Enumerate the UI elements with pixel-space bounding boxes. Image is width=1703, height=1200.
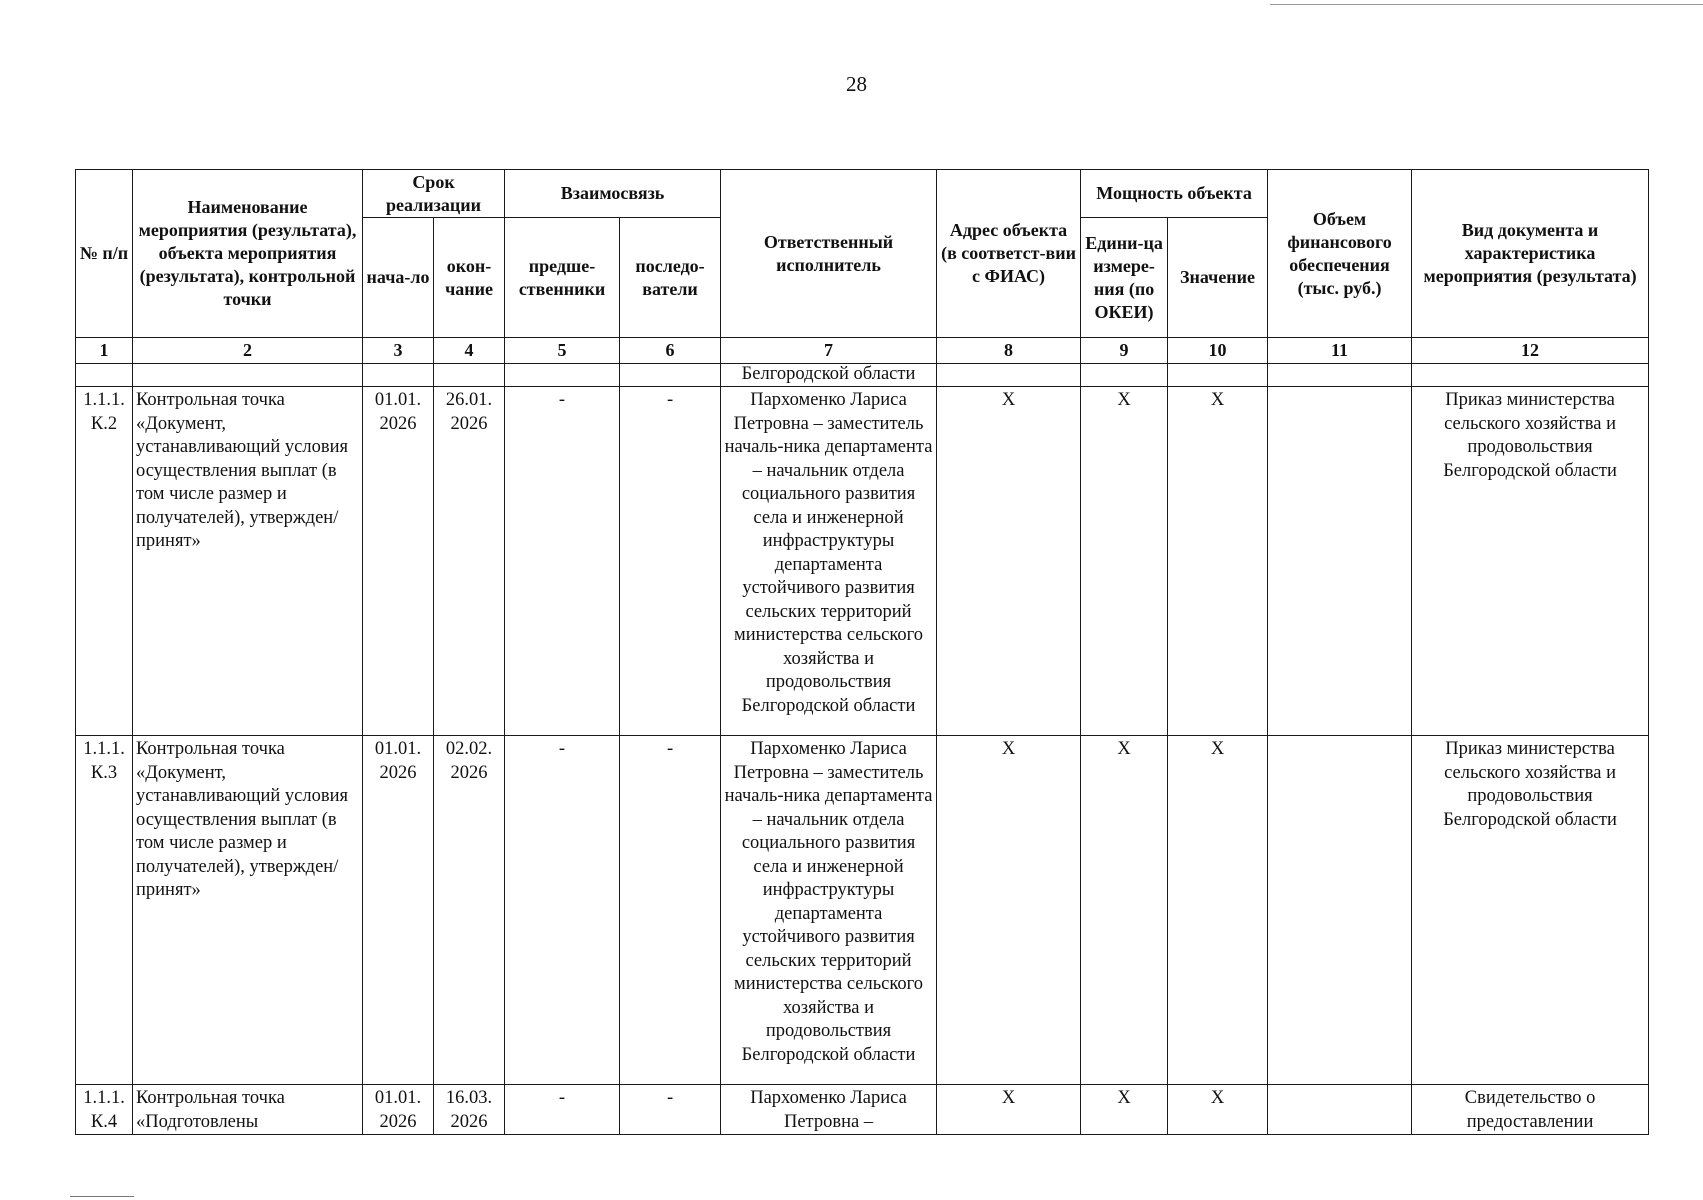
header-responsible: Ответственный исполнитель: [721, 170, 937, 338]
column-number: 6: [620, 338, 721, 364]
row-predecessors: -: [505, 387, 620, 736]
row-unit: X: [1081, 387, 1168, 736]
row-document: Свидетельство о предоставлении: [1412, 1085, 1649, 1135]
responsible-continuation: Белгородской области: [721, 364, 937, 387]
row-value: X: [1168, 736, 1268, 1085]
column-number: 3: [363, 338, 434, 364]
plan-table: [75, 169, 1649, 1135]
row-start-date: 01.01. 2026: [363, 1085, 434, 1135]
header-term-end: окон-чание: [434, 218, 505, 338]
row-end-date: 16.03. 2026: [434, 1085, 505, 1135]
row-address: X: [937, 1085, 1081, 1135]
row-number: 1.1.1. К.2: [76, 387, 133, 736]
top-edge-rule: [1270, 4, 1703, 5]
row-name: Контрольная точка «Документ, устанавливающий условия осуществления выплат (в том числе размер и получателей), утвержден/принят»: [133, 736, 363, 1085]
row-address: X: [937, 387, 1081, 736]
row-name: Контрольная точка «Документ, устанавливающий условия осуществления выплат (в том числе размер и получателей), утвержден/принят»: [133, 387, 363, 736]
column-number: 7: [721, 338, 937, 364]
row-end-date: 02.02. 2026: [434, 736, 505, 1085]
row-number: 1.1.1. К.3: [76, 736, 133, 1085]
row-document: Приказ министерства сельского хозяйства и продовольствия Белгородской области: [1412, 736, 1649, 1085]
header-link-next: последо-ватели: [620, 218, 721, 338]
row-successors: -: [620, 387, 721, 736]
column-number: 4: [434, 338, 505, 364]
row-responsible: Пархоменко Лариса Петровна –: [721, 1085, 937, 1135]
row-finance: [1268, 736, 1412, 1085]
row-number: 1.1.1. К.4: [76, 1085, 133, 1135]
header-name: Наименование мероприятия (результата), объекта мероприятия (результата), контрольной точки: [133, 170, 363, 338]
header-link: Взаимосвязь: [505, 170, 721, 218]
bottom-edge-rule: [70, 1196, 134, 1197]
header-finance: Объем финансового обеспечения (тыс. руб.): [1268, 170, 1412, 338]
column-number: 2: [133, 338, 363, 364]
header-link-prev: предше-ственники: [505, 218, 620, 338]
row-unit: X: [1081, 736, 1168, 1085]
row-unit: X: [1081, 1085, 1168, 1135]
row-responsible: Пархоменко Лариса Петровна – заместитель началь-ника департамента – начальник отдела социального развития села и инженерной инфраструктуры департамента устойчивого развития сельских территорий министерства сельского хозяйства и продовольствия Белгородской области: [721, 736, 937, 1085]
header-capacity-unit: Едини-ца измере-ния (по ОКЕИ): [1081, 218, 1168, 338]
header-term-start: нача-ло: [363, 218, 434, 338]
table-row-continuation: [76, 364, 1649, 387]
header-address: Адрес объекта (в соответст-вии с ФИАС): [937, 170, 1081, 338]
row-responsible: Пархоменко Лариса Петровна – заместитель началь-ника департамента – начальник отдела социального развития села и инженерной инфраструктуры департамента устойчивого развития сельских территорий министерства сельского хозяйства и продовольствия Белгородской области: [721, 387, 937, 736]
table-row: [76, 1085, 1649, 1135]
row-finance: [1268, 387, 1412, 736]
row-start-date: 01.01. 2026: [363, 387, 434, 736]
column-number: 1: [76, 338, 133, 364]
header-row-top: [76, 170, 1649, 218]
header-capacity: Мощность объекта: [1081, 170, 1268, 218]
header-capacity-value: Значение: [1168, 218, 1268, 338]
row-predecessors: -: [505, 736, 620, 1085]
row-successors: -: [620, 736, 721, 1085]
row-start-date: 01.01. 2026: [363, 736, 434, 1085]
header-num: № п/п: [76, 170, 133, 338]
row-predecessors: -: [505, 1085, 620, 1135]
column-number-row: [76, 338, 1649, 364]
row-value: X: [1168, 1085, 1268, 1135]
row-name: Контрольная точка «Подготовлены: [133, 1085, 363, 1135]
header-doc: Вид документа и характеристика мероприятия (результата): [1412, 170, 1649, 338]
row-successors: -: [620, 1085, 721, 1135]
column-number: 8: [937, 338, 1081, 364]
table-row: [76, 387, 1649, 736]
page-number: 28: [846, 72, 867, 96]
row-end-date: 26.01. 2026: [434, 387, 505, 736]
column-number: 5: [505, 338, 620, 364]
column-number: 11: [1268, 338, 1412, 364]
row-document: Приказ министерства сельского хозяйства и продовольствия Белгородской области: [1412, 387, 1649, 736]
row-value: X: [1168, 387, 1268, 736]
header-term: Срок реализации: [363, 170, 505, 218]
row-finance: [1268, 1085, 1412, 1135]
column-number: 10: [1168, 338, 1268, 364]
column-number: 9: [1081, 338, 1168, 364]
table-row: [76, 736, 1649, 1085]
column-number: 12: [1412, 338, 1649, 364]
row-address: X: [937, 736, 1081, 1085]
